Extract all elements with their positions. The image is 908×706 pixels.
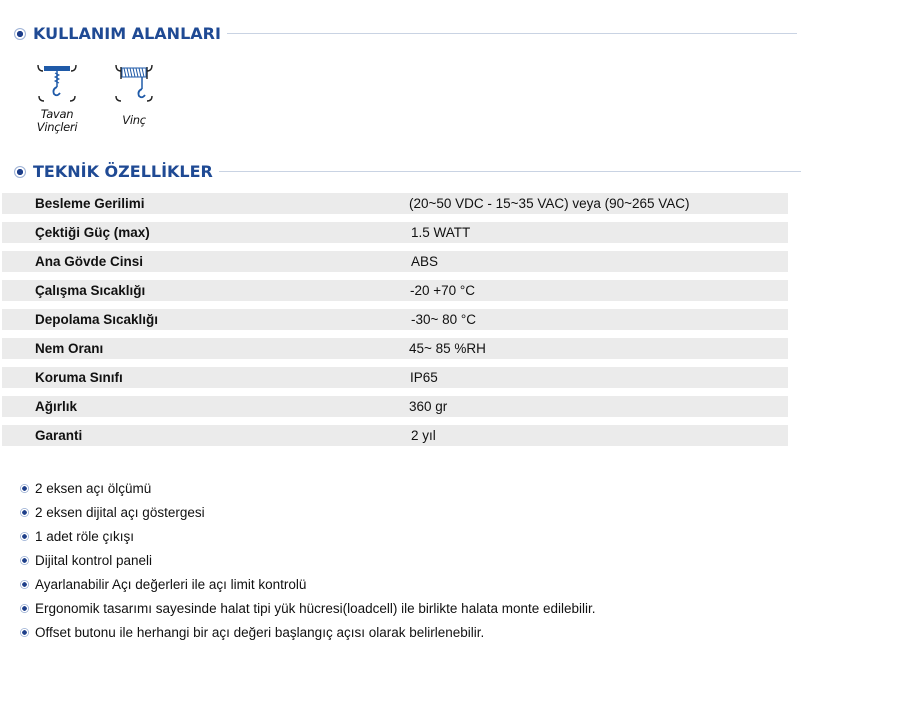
- spec-value: IP65: [410, 370, 438, 385]
- spec-row: [2, 309, 788, 330]
- spec-row: [2, 222, 788, 243]
- overhead-crane-icon: [35, 63, 79, 103]
- spec-label: Çalışma Sıcaklığı: [35, 283, 146, 298]
- feature-text: Offset butonu ile herhangi bir açı değeri başlangıç açısı olarak belirlenebilir.: [35, 624, 485, 640]
- spec-label: Koruma Sınıfı: [35, 370, 123, 385]
- section-bullet-icon: [14, 28, 26, 40]
- spec-value: ABS: [411, 254, 439, 269]
- usage-item-winch: [104, 63, 164, 127]
- usage-item-label: Vinç: [122, 113, 146, 127]
- spec-row: [2, 396, 788, 417]
- spec-label: Besleme Gerilimi: [35, 196, 145, 211]
- bullet-icon: [20, 484, 29, 493]
- feature-text: Dijital kontrol paneli: [35, 552, 153, 568]
- feature-text: 2 eksen açı ölçümü: [35, 480, 152, 496]
- spec-value: 45~ 85 %RH: [409, 341, 486, 356]
- list-item: [20, 620, 596, 644]
- specs-section-header: [14, 162, 801, 181]
- spec-label: Nem Oranı: [35, 341, 104, 356]
- list-item: [20, 476, 596, 500]
- list-item: [20, 548, 596, 572]
- bullet-icon: [20, 628, 29, 637]
- spec-row: [2, 251, 788, 272]
- feature-text: Ayarlanabilir Açı değerleri ile açı limit kontrolü: [35, 576, 307, 592]
- feature-list: [20, 476, 596, 644]
- bullet-icon: [20, 508, 29, 517]
- bullet-icon: [20, 556, 29, 565]
- spec-row: [2, 367, 788, 388]
- usage-section-title: KULLANIM ALANLARI: [33, 24, 221, 43]
- section-divider: [219, 171, 801, 172]
- feature-text: 1 adet röle çıkışı: [35, 528, 135, 544]
- bullet-icon: [20, 532, 29, 541]
- spec-value: -20 +70 °C: [410, 283, 476, 298]
- list-item: [20, 500, 596, 524]
- spec-label: Garanti: [35, 428, 83, 443]
- spec-row: [2, 338, 788, 359]
- spec-value: 360 gr: [409, 399, 448, 414]
- spec-value: -30~ 80 °C: [411, 312, 477, 327]
- section-divider: [227, 33, 797, 34]
- usage-section-header: [14, 24, 797, 43]
- winch-icon: [112, 63, 156, 103]
- spec-value: 1.5 WATT: [411, 225, 471, 240]
- bullet-icon: [20, 604, 29, 613]
- spec-row: [2, 425, 788, 446]
- spec-label: Ana Gövde Cinsi: [35, 254, 144, 269]
- spec-label: Depolama Sıcaklığı: [35, 312, 159, 327]
- list-item: [20, 524, 596, 548]
- feature-text: 2 eksen dijital açı göstergesi: [35, 504, 205, 520]
- specs-section-title: TEKNİK ÖZELLİKLER: [33, 162, 213, 181]
- usage-item-overhead-crane: [27, 63, 87, 134]
- section-bullet-icon: [14, 166, 26, 178]
- bullet-icon: [20, 580, 29, 589]
- list-item: [20, 572, 596, 596]
- spec-label: Ağırlık: [35, 399, 78, 414]
- feature-text: Ergonomik tasarımı sayesinde halat tipi yük hücresi(loadcell) ile birlikte halata monte edilebilir.: [35, 600, 596, 616]
- spec-value: 2 yıl: [411, 428, 436, 443]
- usage-item-label: Tavan Vinçleri: [36, 107, 78, 134]
- spec-row: [2, 193, 788, 214]
- list-item: [20, 596, 596, 620]
- spec-row: [2, 280, 788, 301]
- spec-label: Çektiği Güç (max): [35, 225, 150, 240]
- spec-value: (20~50 VDC - 15~35 VAC) veya (90~265 VAC): [409, 196, 690, 211]
